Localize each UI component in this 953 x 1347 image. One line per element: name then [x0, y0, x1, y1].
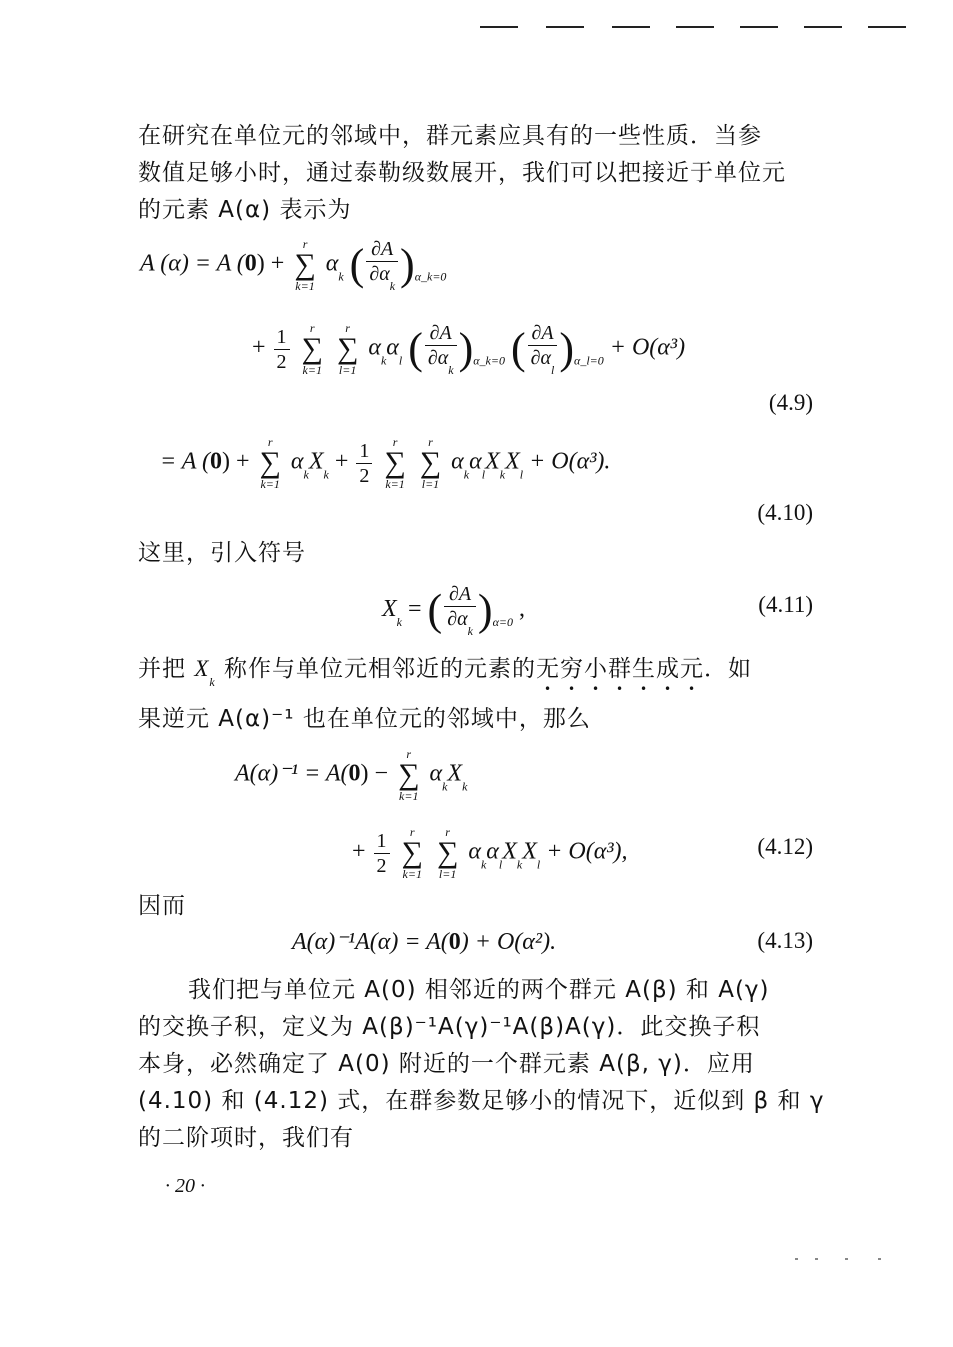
summation-sign: r ∑ l=1	[436, 825, 459, 881]
text-line: 的元素 A(α) 表示为	[138, 197, 352, 223]
fraction-half: $\frac{1}{2}$	[374, 831, 390, 876]
partial-derivative: $\frac{\partial A}{\partial\alpha_l}$	[528, 323, 558, 376]
summation-sign: r ∑ k=1	[401, 825, 423, 881]
text-line: 数值足够小时，通过泰勒级数展开，我们可以把接近于单位元	[138, 160, 786, 186]
fraction-half: $\frac{1}{2}$	[274, 327, 290, 372]
summation-sign: r ∑ k=1	[259, 435, 281, 491]
summation-sign: r ∑ k=1	[294, 237, 316, 293]
fraction-half: $\frac{1}{2}$	[356, 441, 372, 486]
summation-sign: r ∑ k=1	[398, 747, 420, 803]
equation-4-10: = A (0) + r ∑ k=1 $\alpha_kX_k$ + $\frac{1}{2}$ r ∑ k=1 r ∑ l=1 $\alpha_k\alpha_lX_kX_l + O(\alpha^3)$.	[160, 435, 611, 491]
text-line: 并把 $X_k$ 称作与单位元相邻近的元素的无穷小群生成元．如	[138, 656, 753, 689]
equation-4-13: A(α)⁻¹A(α) = A(0) + O(α²).	[292, 929, 557, 955]
paragraph-generator	[138, 650, 818, 738]
equation-number: (4.10)	[757, 500, 813, 525]
equation-4-11: $X_k$ = ( $\frac{\partial A}{\partial\alpha_k}$ )$_{\alpha=0}$ ,	[382, 583, 525, 638]
paragraph-symbol	[138, 535, 818, 572]
text-line: 本身，必然确定了 A(0) 附近的一个群元素 A(β, γ)．应用	[138, 1051, 755, 1077]
partial-derivative: $\frac{\partial A}{\partial\alpha_k}$	[366, 239, 398, 292]
eq-plus: ) +	[256, 250, 285, 277]
page-number: · 20 ·	[165, 1175, 205, 1197]
paragraph-commutator	[138, 972, 825, 1157]
text-line: 的二阶项时，我们有	[138, 1125, 354, 1151]
summation-sign: r ∑ l=1	[336, 321, 359, 377]
equation-4-12-line2: + $\frac{1}{2}$ r ∑ k=1 r ∑ l=1 $\alpha_k\alpha_lX_kX_l + O(\alpha^3)$,	[352, 825, 628, 881]
text-line: 这里，引入符号	[138, 540, 306, 566]
text-line: 的交换子积，定义为 A(β)⁻¹A(γ)⁻¹A(β)A(γ)．此交换子积	[138, 1014, 761, 1040]
eq-term: α	[325, 250, 339, 277]
text-line: 在研究在单位元的邻域中，群元素应具有的一些性质．当参	[138, 123, 762, 149]
equation-number: (4.11)	[758, 592, 813, 617]
text-line: 因而	[138, 893, 186, 919]
text-line: 果逆元 A(α)⁻¹ 也在单位元的邻域中，那么	[138, 706, 591, 732]
summation-sign: r ∑ k=1	[384, 435, 406, 491]
eq-remainder: + O(α³)	[609, 334, 686, 361]
partial-derivative: $\frac{\partial A}{\partial\alpha_k}$	[425, 323, 457, 376]
paragraph-intro	[138, 118, 818, 229]
eq-lhs: A (α) = A (	[140, 250, 245, 277]
equation-number: (4.13)	[757, 928, 813, 953]
summation-sign: r ∑ k=1	[301, 321, 323, 377]
summation-sign: r ∑ l=1	[419, 435, 442, 491]
equation-4-12-line1: A(α)⁻¹ = A(0) − r ∑ k=1 $\alpha_kX_k$	[235, 747, 468, 803]
equation-4-9-line1: A (α) = A (0) + r ∑ k=1 $\alpha_k$ ( $\frac{\partial A}{\partial\alpha_k}$ )$_{\alpha\_k=0}$	[140, 237, 447, 293]
eq-zero: 0	[244, 250, 257, 277]
text-line: (4.10) 和 (4.12) 式，在群参数足够小的情况下，近似到 β 和 γ	[138, 1088, 825, 1114]
equation-number: (4.12)	[757, 834, 813, 859]
paragraph-hence	[138, 888, 818, 925]
equation-number: (4.9)	[768, 390, 813, 415]
eval-subscript: α_k=0	[414, 269, 447, 284]
equation-4-9-line2: + $\frac{1}{2}$ r ∑ k=1 r ∑ l=1 $\alpha_k\alpha_l$ ( $\frac{\partial A}{\partial\alpha_k}$ )$_{\alpha\_k=0}$ ( $\frac{\partial A}{\partial\alpha_l}$ )$_{\alpha\_l=0} + O(\alpha^3)$	[252, 321, 686, 377]
text-line: 我们把与单位元 A(0) 相邻近的两个群元 A(β) 和 A(γ)	[188, 977, 770, 1003]
emphasized-term: 无穷小群生成元	[536, 656, 705, 682]
partial-derivative: $\frac{\partial A}{\partial\alpha_k}$	[444, 584, 476, 637]
